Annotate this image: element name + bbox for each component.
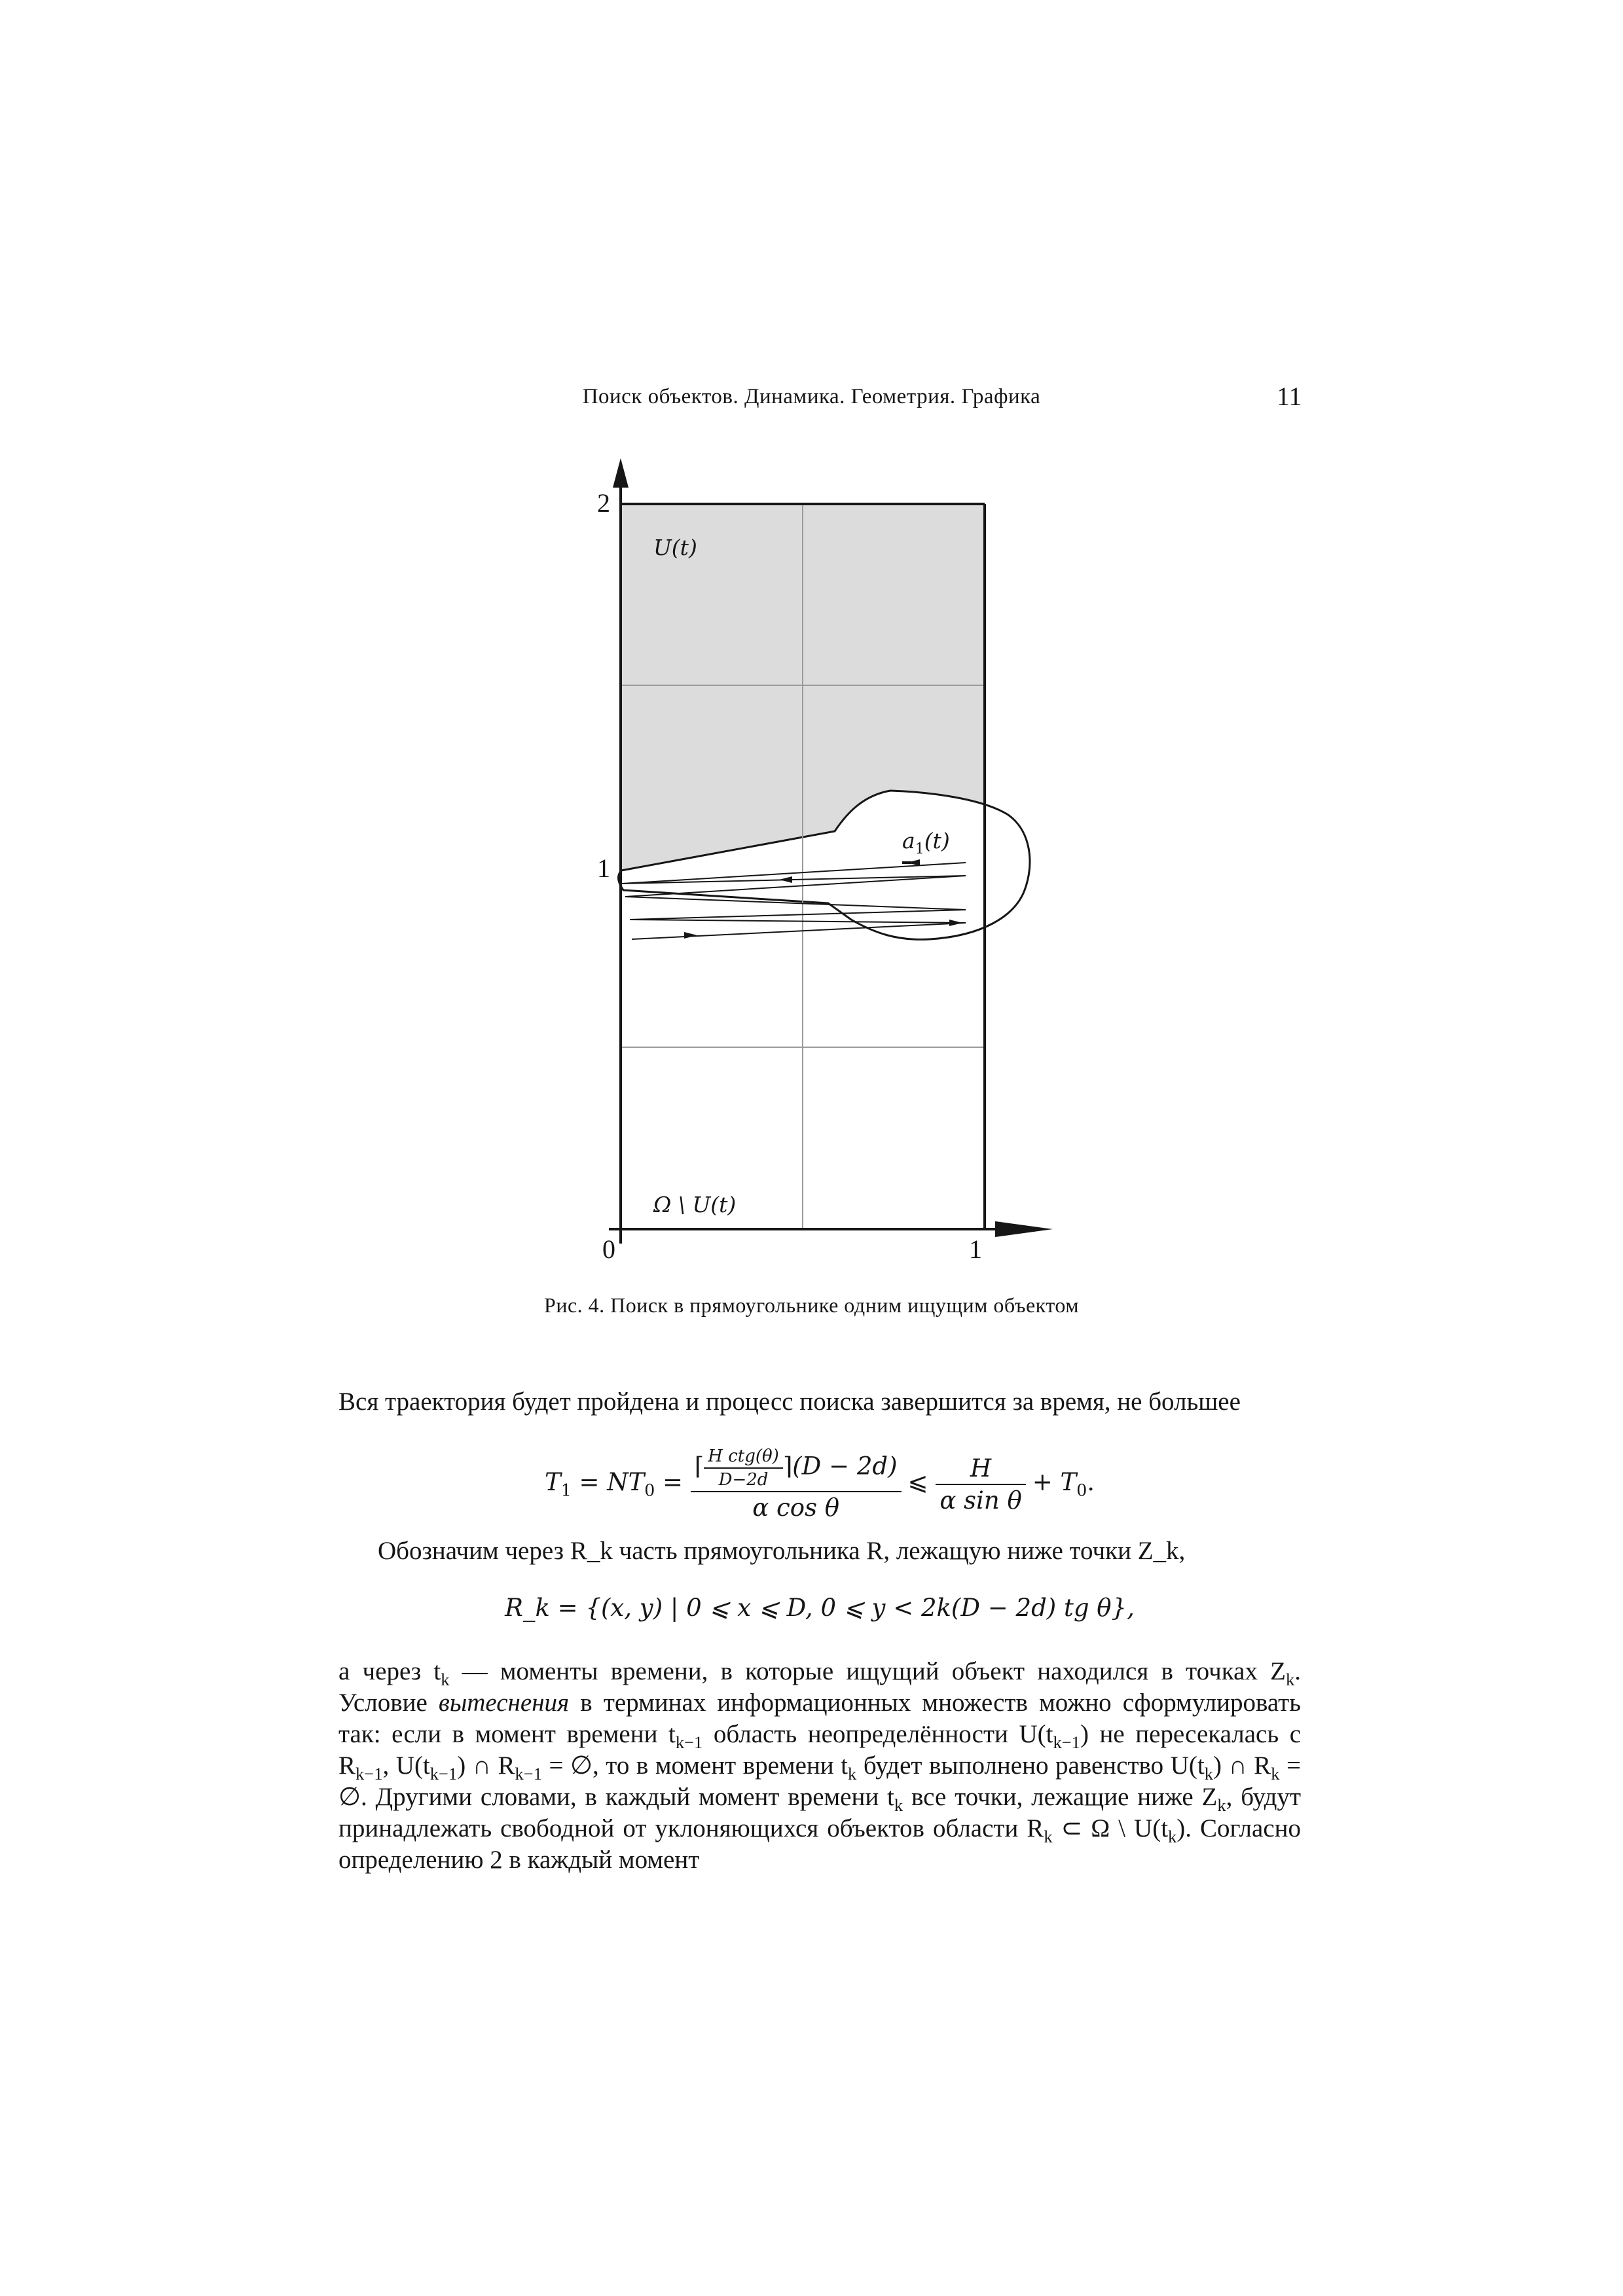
label-free-region: Ω \ U(t): [653, 1192, 737, 1217]
formula-time-bound: [338, 1446, 1301, 1522]
f1-tail: + $T_0$.: [1032, 1467, 1095, 1500]
paragraph-displacement: а через $t_k$ — моменты времени, в которые ищущий объект находился в точках $Z_k$. Условие вытеснения в терминах информационных множеств можно сформулировать так: если в момент времени $t_{k-1}$ область неопределённости $U(t_{k-1})$ не пересекалась с $R_{k-1}$, $U(t_{k-1})$ ∩ $R_{k-1}$ = ∅, то в момент времени $t_k$ будет выполнено равенство $U(t_k)$ ∩ $R_k$ = ∅. Другими словами, в каждый момент времени $t_k$ все точки, лежащие ниже $Z_k$, будут принадлежать свободной от уклоняющихся объектов области $R_k$ ⊂ Ω \ $U(t_k)$. Согласно определению 2 в каждый момент: [338, 1657, 1302, 1874]
y-axis-arrow: [613, 458, 629, 488]
f1-main-fraction: ⌈ $\frac{\text{H ctg(θ)}}{D-2d}$ ⌉(D − 2d) α cos θ: [691, 1446, 902, 1522]
running-title: Поиск объектов. Динамика. Геометрия. Графика: [582, 385, 1041, 408]
page-number: 11: [1277, 382, 1302, 411]
label-searcher: [902, 828, 950, 857]
f1-rhs-fraction: $\frac{H}{\text{α sin θ}}$: [936, 1454, 1025, 1515]
label-searcher-name: a: [902, 828, 915, 853]
label-searcher-sub: 1: [915, 841, 924, 857]
f1-leq: ⩽: [907, 1467, 936, 1496]
tick-y-2: 2: [597, 488, 610, 518]
label-uncertainty-region: U(t): [653, 535, 697, 560]
figure-caption: Рис. 4. Поиск в прямоугольнике одним ищущим объектом: [544, 1293, 1079, 1317]
tick-y-1: 1: [597, 853, 610, 883]
paragraph-definition: Обозначим через R_k часть прямоугольника R, лежащую ниже точки Z_k,: [378, 1537, 1186, 1565]
x-axis-arrow: [995, 1221, 1053, 1237]
trajectory-arrow-4: [684, 932, 697, 939]
tick-origin: 0: [602, 1234, 615, 1264]
paragraph-intro: Вся траектория будет пройдена и процесс поиска завершится за время, не большее: [338, 1388, 1241, 1416]
f1-lhs: $T_1 = NT_0$ =: [545, 1467, 691, 1500]
formula-rk: R_k = {(x, y) | 0 ⩽ x ⩽ D, 0 ⩽ y < 2k(D − 2d) tg θ},: [505, 1594, 1135, 1622]
label-searcher-arg: (t): [924, 828, 950, 853]
tick-x-1: 1: [969, 1234, 982, 1264]
